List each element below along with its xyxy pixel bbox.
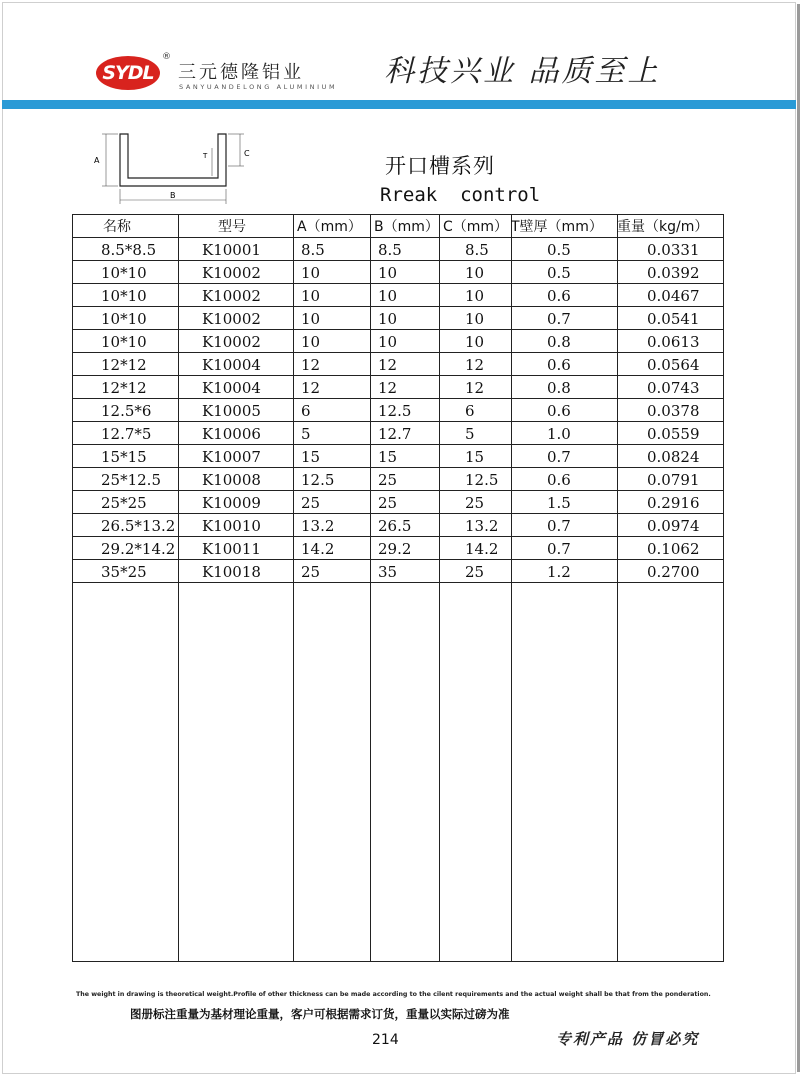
- cell-model: K10001: [202, 241, 261, 259]
- cell-a: 12: [301, 356, 321, 374]
- header-model: 型号: [218, 219, 246, 235]
- cell-b: 25: [378, 494, 398, 512]
- cell-a: 6: [301, 402, 311, 420]
- cell-name: 8.5*8.5: [101, 241, 157, 259]
- cell-c: 10: [465, 333, 485, 351]
- cell-weight: 0.2916: [647, 494, 700, 512]
- cell-b: 15: [378, 448, 398, 466]
- cell-model: K10002: [202, 333, 261, 351]
- cell-model: K10011: [202, 540, 261, 558]
- cell-model: K10002: [202, 287, 261, 305]
- cell-b: 12: [378, 356, 398, 374]
- cell-a: 13.2: [301, 517, 335, 535]
- cell-t-thickness: 0.6: [547, 356, 571, 374]
- table-header-row: [73, 215, 723, 238]
- cell-weight: 0.0541: [647, 310, 700, 328]
- cell-a: 10: [301, 287, 321, 305]
- cell-t-thickness: 0.7: [547, 448, 571, 466]
- table-row: [73, 261, 723, 284]
- cell-t-thickness: 0.8: [547, 333, 571, 351]
- cell-c: 5: [465, 425, 475, 443]
- table-row: [73, 560, 723, 583]
- cell-model: K10008: [202, 471, 261, 489]
- cell-c: 14.2: [465, 540, 499, 558]
- cell-t-thickness: 0.6: [547, 402, 571, 420]
- cell-model: K10010: [202, 517, 261, 535]
- label-a: A: [94, 156, 100, 165]
- cell-weight: 0.0467: [647, 287, 700, 305]
- registered-mark: ®: [162, 52, 171, 62]
- cell-t-thickness: 0.6: [547, 471, 571, 489]
- cell-c: 10: [465, 310, 485, 328]
- cell-model: K10004: [202, 379, 261, 397]
- cell-a: 10: [301, 333, 321, 351]
- cell-weight: 0.2700: [647, 563, 700, 581]
- weight-note-cn: 图册标注重量为基材理论重量，客户可根据需求订货，重量以实际过磅为准: [130, 1007, 510, 1021]
- cell-a: 12: [301, 379, 321, 397]
- table-row: [73, 491, 723, 514]
- cell-t-thickness: 0.5: [547, 241, 571, 259]
- table-row: [73, 445, 723, 468]
- cell-name: 10*10: [101, 264, 147, 282]
- cell-b: 29.2: [378, 540, 412, 558]
- header-c: C（mm）: [443, 219, 509, 235]
- table-row: [73, 284, 723, 307]
- cell-model: K10002: [202, 310, 261, 328]
- logo-text: SYDL: [102, 62, 154, 84]
- cell-name: 10*10: [101, 333, 147, 351]
- company-name-cn: 三元德隆铝业: [178, 62, 304, 83]
- series-title-en: Rreak control: [380, 184, 541, 206]
- cell-weight: 0.0791: [647, 471, 700, 489]
- cell-model: K10018: [202, 563, 261, 581]
- cell-model: K10006: [202, 425, 261, 443]
- label-c: C: [244, 149, 250, 158]
- table-row: [73, 376, 723, 399]
- cell-weight: 0.0824: [647, 448, 700, 466]
- cell-t-thickness: 0.7: [547, 310, 571, 328]
- cell-t-thickness: 0.8: [547, 379, 571, 397]
- cell-name: 12.7*5: [101, 425, 152, 443]
- cell-name: 15*15: [101, 448, 147, 466]
- cell-name: 12.5*6: [101, 402, 152, 420]
- cell-a: 15: [301, 448, 321, 466]
- patent-notice: 专利产品 仿冒必究: [556, 1030, 700, 1048]
- cell-t-thickness: 0.7: [547, 517, 571, 535]
- page-number: 214: [372, 1032, 399, 1048]
- cell-c: 6: [465, 402, 475, 420]
- cell-b: 25: [378, 471, 398, 489]
- cell-name: 29.2*14.2: [101, 540, 176, 558]
- cell-name: 25*12.5: [101, 471, 161, 489]
- table-row: [73, 468, 723, 491]
- cell-a: 10: [301, 264, 321, 282]
- cell-model: K10009: [202, 494, 261, 512]
- header-accent-bar: [2, 100, 796, 109]
- label-b: B: [170, 191, 176, 200]
- cell-t-thickness: 1.2: [547, 563, 571, 581]
- table-row: [73, 399, 723, 422]
- cell-c: 12.5: [465, 471, 499, 489]
- company-logo: [96, 56, 160, 90]
- cell-c: 12: [465, 356, 485, 374]
- cell-a: 8.5: [301, 241, 325, 259]
- cell-name: 12*12: [101, 379, 147, 397]
- table-row: [73, 307, 723, 330]
- cell-t-thickness: 1.0: [547, 425, 571, 443]
- cell-c: 15: [465, 448, 485, 466]
- cell-b: 10: [378, 264, 398, 282]
- cell-weight: 0.0974: [647, 517, 700, 535]
- cell-b: 12.7: [378, 425, 412, 443]
- cell-model: K10002: [202, 264, 261, 282]
- cell-t-thickness: 0.5: [547, 264, 571, 282]
- cell-c: 10: [465, 287, 485, 305]
- cell-b: 10: [378, 287, 398, 305]
- cell-c: 13.2: [465, 517, 499, 535]
- cell-name: 10*10: [101, 310, 147, 328]
- cell-c: 12: [465, 379, 485, 397]
- cell-model: K10004: [202, 356, 261, 374]
- cell-weight: 0.0331: [647, 241, 700, 259]
- table-row: [73, 238, 723, 261]
- cell-name: 26.5*13.2: [101, 517, 176, 535]
- cell-a: 25: [301, 494, 321, 512]
- channel-outline: [120, 134, 226, 186]
- cell-c: 25: [465, 494, 485, 512]
- cell-b: 8.5: [378, 241, 402, 259]
- cell-t-thickness: 0.6: [547, 287, 571, 305]
- series-title-cn: 开口槽系列: [385, 154, 495, 178]
- cell-b: 10: [378, 310, 398, 328]
- slogan: 科技兴业 品质至上: [384, 54, 661, 89]
- cell-a: 14.2: [301, 540, 335, 558]
- cell-name: 25*25: [101, 494, 147, 512]
- table-row: [73, 537, 723, 560]
- header-name: 名称: [103, 219, 131, 235]
- cell-a: 25: [301, 563, 321, 581]
- cell-b: 35: [378, 563, 398, 581]
- cell-weight: 0.0378: [647, 402, 700, 420]
- cell-b: 12.5: [378, 402, 412, 420]
- label-t: T: [203, 152, 208, 160]
- cell-b: 10: [378, 333, 398, 351]
- cell-name: 12*12: [101, 356, 147, 374]
- cell-b: 26.5: [378, 517, 412, 535]
- cell-model: K10005: [202, 402, 261, 420]
- cell-a: 12.5: [301, 471, 335, 489]
- cell-c: 8.5: [465, 241, 489, 259]
- header-b: B（mm）: [374, 219, 439, 235]
- table-row: [73, 422, 723, 445]
- cell-weight: 0.0613: [647, 333, 700, 351]
- cell-b: 12: [378, 379, 398, 397]
- table-row: [73, 330, 723, 353]
- cell-weight: 0.0564: [647, 356, 700, 374]
- weight-note-en: The weight in drawing is theoretical weight.Profile of other thickness can be made according to the cilent requirements and the actual weight shall be that from the ponderation.: [76, 991, 711, 998]
- cell-weight: 0.0743: [647, 379, 700, 397]
- cell-a: 5: [301, 425, 311, 443]
- cell-weight: 0.0559: [647, 425, 700, 443]
- cell-c: 25: [465, 563, 485, 581]
- company-name-en: SANYUANDELONG ALUMINIUM: [179, 83, 338, 91]
- cell-model: K10007: [202, 448, 261, 466]
- header-weight: 重量（kg/m）: [617, 219, 709, 235]
- header-a: A（mm）: [297, 219, 362, 235]
- table-row: [73, 353, 723, 376]
- header-t-thickness: T壁厚（mm）: [511, 219, 603, 235]
- cell-t-thickness: 0.7: [547, 540, 571, 558]
- profile-diagram: [88, 126, 258, 212]
- table-row: [73, 514, 723, 537]
- cell-c: 10: [465, 264, 485, 282]
- cell-weight: 0.0392: [647, 264, 700, 282]
- cell-name: 35*25: [101, 563, 147, 581]
- spec-table: [72, 214, 724, 962]
- cell-t-thickness: 1.5: [547, 494, 571, 512]
- cell-weight: 0.1062: [647, 540, 700, 558]
- cell-a: 10: [301, 310, 321, 328]
- cell-name: 10*10: [101, 287, 147, 305]
